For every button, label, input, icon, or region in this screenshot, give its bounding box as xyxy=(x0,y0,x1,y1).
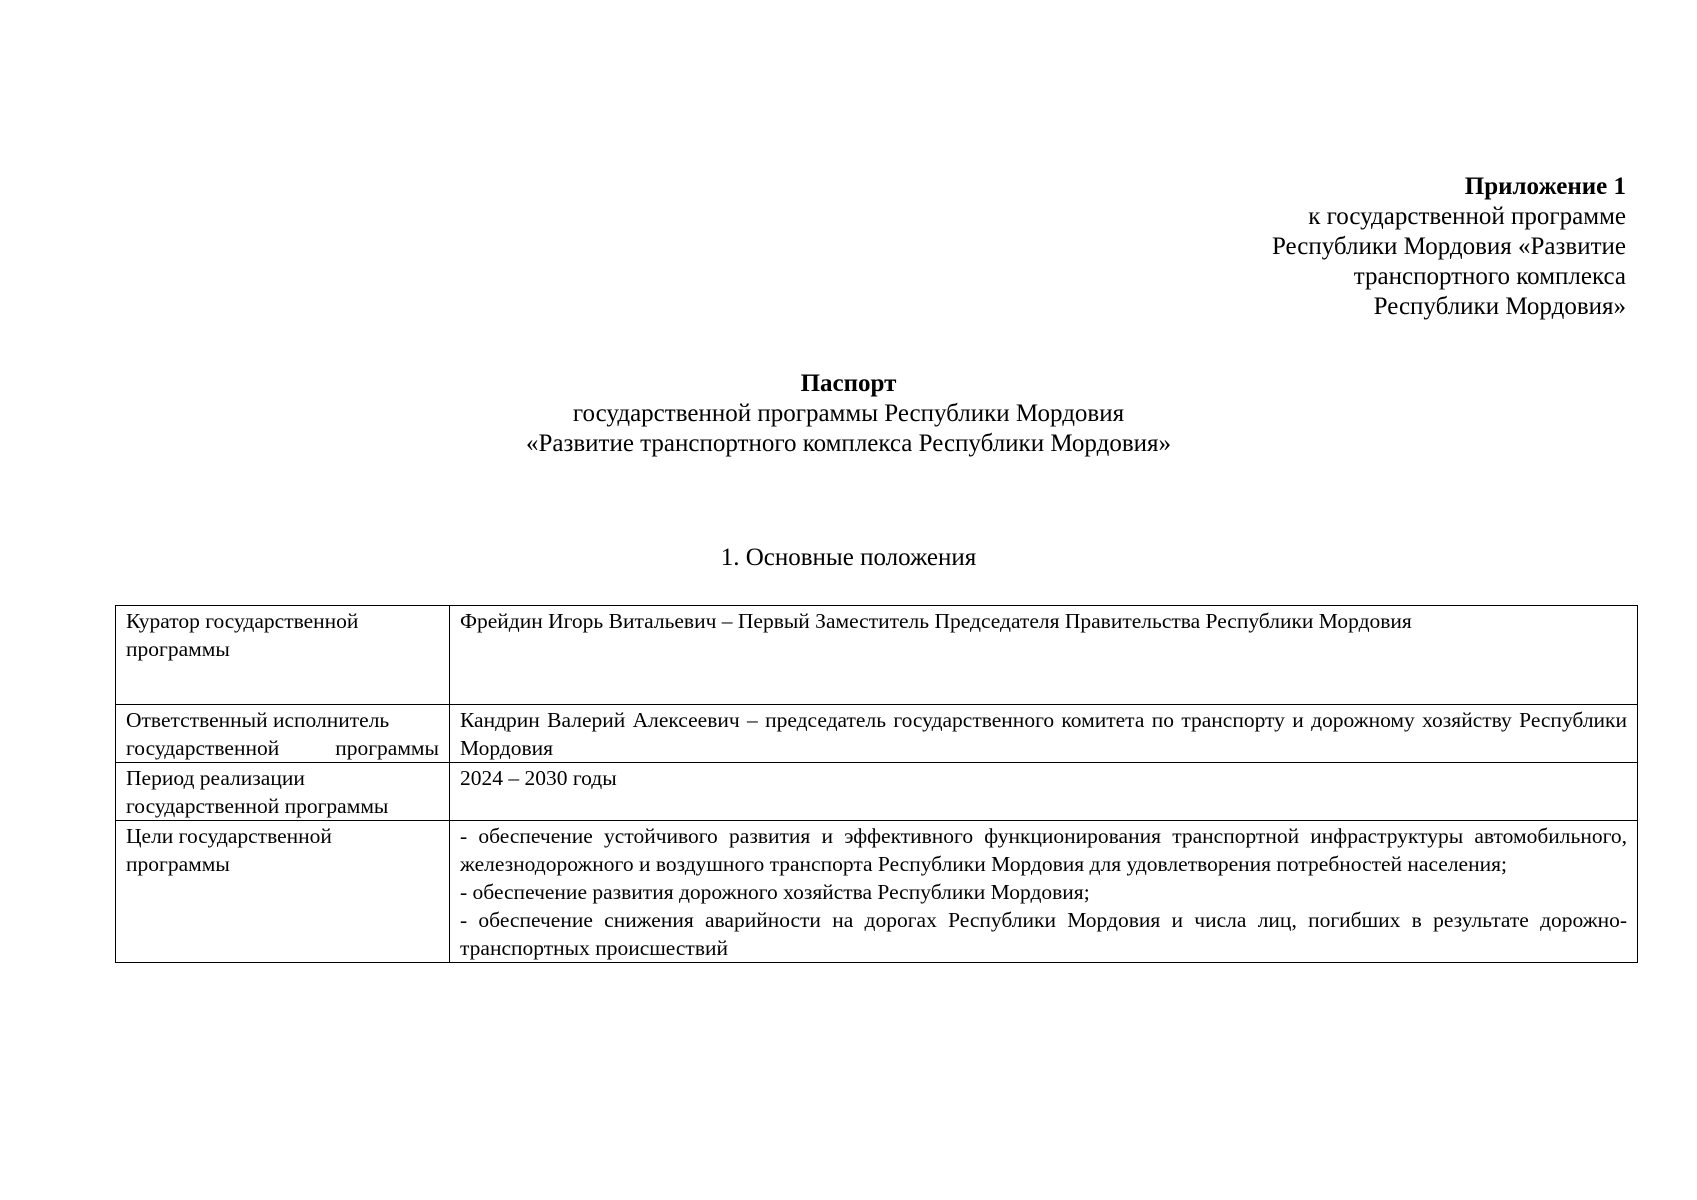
row-label: Период реализации государственной программы xyxy=(116,763,450,821)
appendix-title: Приложение 1 xyxy=(1464,173,1626,200)
passport-subtitle: «Развитие транспортного комплекса Республики Мордовия» xyxy=(525,430,1172,457)
row-label: Ответственный исполнитель государственной программы xyxy=(116,705,450,763)
table-row xyxy=(116,821,1638,963)
goal-item: - обеспечение снижения аварийности на дорогах Республики Мордовия и числа лиц, погибших в результате дорожно-транспортных происшествий xyxy=(460,908,1627,960)
appendix-line: Республики Мордовия «Развитие xyxy=(1271,233,1626,260)
row-value: Фрейдин Игорь Витальевич – Первый Заместитель Председателя Правительства Республики Мордовия xyxy=(450,606,1638,705)
appendix-block xyxy=(1026,172,1626,322)
appendix-line: Республики Мордовия» xyxy=(1373,293,1626,320)
row-value-goals xyxy=(450,821,1638,963)
goal-item: - обеспечение устойчивого развития и эффективного функционирования транспортной инфраструктуры автомобильного, железнодорожного и воздушного транспорта Республики Мордовия для удовлетворения потребностей населения; xyxy=(460,824,1627,876)
table-row xyxy=(116,705,1638,763)
row-label: Куратор государственной программы xyxy=(116,606,450,705)
table-row xyxy=(116,606,1638,705)
passport-subtitle: государственной программы Республики Мордовия xyxy=(572,400,1125,427)
row-label: Цели государственной программы xyxy=(116,821,450,963)
row-value: 2024 – 2030 годы xyxy=(450,763,1638,821)
passport-header xyxy=(0,369,1697,459)
passport-table xyxy=(115,605,1638,963)
appendix-line: к государственной программе xyxy=(1308,203,1626,230)
table-row xyxy=(116,763,1638,821)
passport-title: Паспорт xyxy=(800,370,897,397)
section-heading: 1. Основные положения xyxy=(720,544,977,571)
goal-item: - обеспечение развития дорожного хозяйства Республики Мордовия; xyxy=(460,880,1090,904)
appendix-line: транспортного комплекса xyxy=(1353,263,1626,290)
row-value: Кандрин Валерий Алексеевич – председатель государственного комитета по транспорту и дорожному хозяйству Республики Мордовия xyxy=(450,705,1638,763)
